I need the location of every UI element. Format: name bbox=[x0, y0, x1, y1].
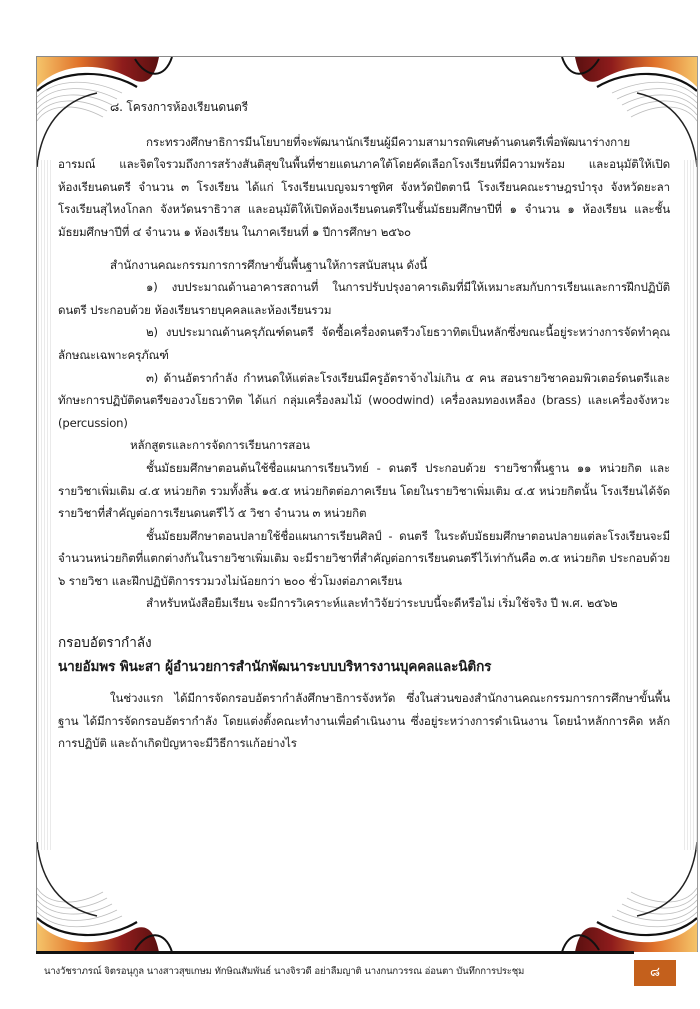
manpower-section-title: กรอบอัตรากำลัง bbox=[58, 635, 152, 652]
ribbon-ornament-icon bbox=[37, 842, 177, 952]
curriculum-upper-secondary: ชั้นมัธยมศึกษาตอนปลายใช้ชื่อแผนการเรียนศิลป์ - ดนตรี ในระดับมัธยมศึกษาตอนปลายแต่ละโรงเรียนจะมีจำนวนหน่วยกิตที่แตกต่างกันในรายวิชาเพิ่มเติม จะมีรายวิชาที่สำคัญต่อการเรียนดนตรีไว้เท่ากันคือ ๓.๕ หน่วยกิต ประกอบด้วย ๖ รายวิชา และฝึกปฏิบัติการรวมวงไม่น้อยกว่า ๒๐๐ ชั่วโมงต่อภาคเรียน bbox=[58, 528, 670, 588]
document-body bbox=[58, 96, 670, 755]
curriculum-lower-secondary: ชั้นมัธยมศึกษาตอนต้นใช้ชื่อแผนการเรียนวิทย์ - ดนตรี ประกอบด้วย รายวิชาพื้นฐาน ๑๑ หน่วยกิต และรายวิชาเพิ่มเติม ๔.๕ หน่วยกิต รวมทั้งสิ้น ๑๕.๕ หน่วยกิตต่อภาคเรียน โดยในรายวิชาเพิ่มเติม ๔.๕ หน่วยกิตนั้น โรงเรียนได้จัดรายวิชาที่สำคัญต่อการเรียนดนตรีไว้ ๕ วิชา จำนวน ๓ หน่วยกิต bbox=[58, 460, 670, 521]
ribbon-ornament-icon bbox=[557, 842, 697, 952]
corner-ornament-bottom-right bbox=[557, 842, 697, 952]
manpower-speaker: นายอัมพร พินะสา ผู้อำนวยการสำนักพัฒนาระบบบริหารงานบุคคลและนิติกร bbox=[58, 659, 492, 676]
textbook-loan-paragraph: สำหรับหนังสือยืมเรียน จะมีการวิเคราะห์และทำวิจัยว่าระบบนี้จะดีหรือไม่ เริ่มใช้จริง ปี พ.ศ. ๒๕๖๒ bbox=[146, 596, 618, 611]
section-8-heading: ๘. โครงการห้องเรียนดนตรี bbox=[110, 100, 248, 114]
support-item-1: ๑) งบประมาณด้านอาคารสถานที่ ในการปรับปรุงอาคารเดิมที่มีให้เหมาะสมกับการเรียนและการฝึกปฏิบัติดนตรี ประกอบด้วย ห้องเรียนรายบุคคลและห้องเรียนรวม bbox=[58, 280, 670, 317]
support-intro: สำนักงานคณะกรรมการการศึกษาขั้นพื้นฐานให้การสนับสนุน ดังนี้ bbox=[110, 257, 428, 272]
border-lines-left bbox=[38, 160, 52, 850]
intro-paragraph: กระทรวงศึกษาธิการมีนโยบายที่จะพัฒนานักเรียนผู้มีความสามารถพิเศษด้านดนตรีเพื่อพัฒนาร่างกาย อารมณ์ และจิตใจรวมถึงการสร้างสันติสุขในพื้นที่ชายแดนภาคใต้โดยคัดเลือกโรงเรียนที่มีความพร้อม และอนุมัติให้เปิดห้องเรียนดนตรี จำนวน ๓ โรงเรียน ได้แก่ โรงเรียนเบญจมราชูทิศ จังหวัดปัตตานี โรงเรียนคณะราษฎรบำรุง จังหวัดยะลา โรงเรียนสุไหงโกลก จังหวัดนราธิวาส และอนุมัติให้เปิดห้องเรียนดนตรีในชั้นมัธยมศึกษาปีที่ ๑ จำนวน ๑ ห้องเรียน และชั้นมัธยมศึกษาปีที่ ๔ จำนวน ๑ ห้องเรียน ในภาคเรียนที่ ๑ ปีการศึกษา ๒๕๖๐ bbox=[58, 134, 670, 239]
corner-ornament-bottom-left bbox=[37, 842, 177, 952]
footer-rule bbox=[36, 951, 634, 954]
footer-recorders: นางวัชราภรณ์ จิตรอนุกูล นางสาวสุขเกษม ทักษิณสัมพันธ์ นางจิรวดี อย่าลืมญาติ นางกนกวรรณ อ่อนตา บันทึกการประชุม bbox=[44, 966, 525, 977]
support-item-2: ๒) งบประมาณด้านครุภัณฑ์ดนตรี จัดซื้อเครื่องดนตรีวงโยธวาทิตเป็นหลักซึ่งขณะนี้อยู่ระหว่างการจัดทำคุณลักษณะเฉพาะครุภัณฑ์ bbox=[58, 325, 670, 362]
border-lines-right bbox=[684, 160, 698, 850]
curriculum-heading: หลักสูตรและการจัดการเรียนการสอน bbox=[130, 438, 310, 453]
spacer bbox=[58, 615, 670, 631]
support-item-3: ๓) ด้านอัตรากำลัง กำหนดให้แต่ละโรงเรียนมีครูอัตราจ้างไม่เกิน ๕ คน สอนรายวิชาคอมพิวเตอร์ดนตรีและทักษะการปฏิบัติดนตรีของวงโยธวาทิต ได้แก่ กลุ่มเครื่องลมไม้ (woodwind) เครื่องลมทองเหลือง (brass) และเครื่องจังหวะ (percussion) bbox=[58, 370, 670, 430]
manpower-paragraph: ในช่วงแรก ได้มีการจัดกรอบอัตรากำลังศึกษาธิการจังหวัด ซึ่งในส่วนของสำนักงานคณะกรรมการการศึกษาขั้นพื้นฐาน ได้มีการจัดกรอบอัตรากำลัง โดยแต่งตั้งคณะทำงานเพื่อดำเนินงาน ซึ่งอยู่ระหว่างการดำเนินงาน โดยนำหลักการคิด หลักการปฏิบัติ และถ้าเกิดปัญหาจะมีวิธีการแก้อย่างไร bbox=[58, 691, 670, 751]
page-number-badge: ๘ bbox=[634, 960, 676, 986]
